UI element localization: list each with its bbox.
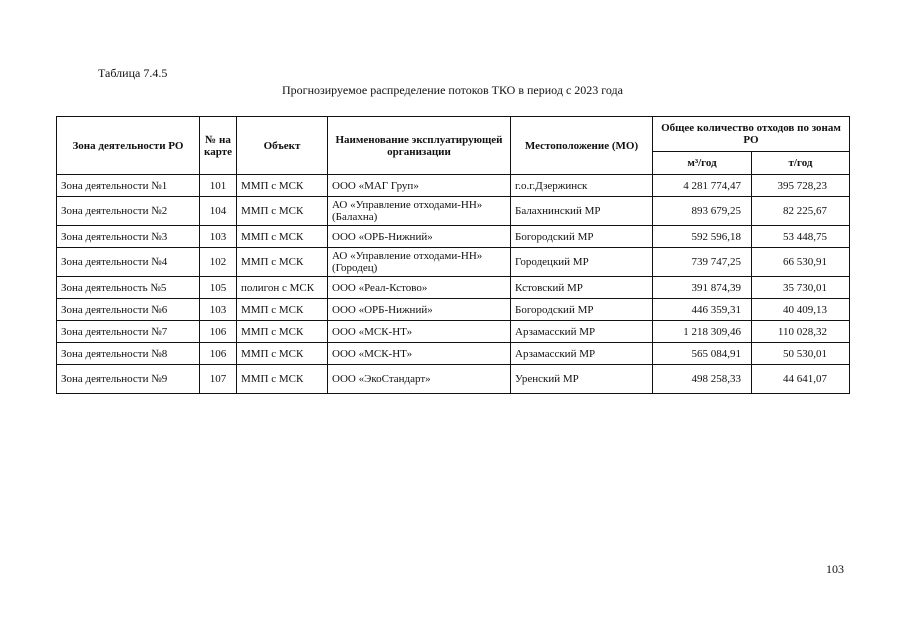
cell-m3: 446 359,31 — [653, 299, 752, 321]
cell-t: 82 225,67 — [752, 197, 850, 226]
cell-organization: ООО «МСК-НТ» — [328, 321, 511, 343]
header-object: Объект — [237, 117, 328, 175]
cell-m3: 565 084,91 — [653, 343, 752, 365]
cell-map-number: 101 — [200, 175, 237, 197]
cell-m3: 739 747,25 — [653, 248, 752, 277]
table-row — [57, 365, 850, 394]
cell-organization: ООО «МАГ Груп» — [328, 175, 511, 197]
cell-m3: 893 679,25 — [653, 197, 752, 226]
cell-location: Богородский МР — [511, 226, 653, 248]
header-map-number: № на карте — [200, 117, 237, 175]
header-t-per-year: т/год — [752, 152, 850, 175]
cell-t: 40 409,13 — [752, 299, 850, 321]
cell-t: 66 530,91 — [752, 248, 850, 277]
header-organization: Наименование эксплуатирующей организации — [328, 117, 511, 175]
cell-zone: Зона деятельности №2 — [57, 197, 200, 226]
header-total-waste: Общее количество отходов по зонам РО — [653, 117, 850, 152]
cell-organization: ООО «МСК-НТ» — [328, 343, 511, 365]
cell-zone: Зона деятельность №5 — [57, 277, 200, 299]
cell-zone: Зона деятельности №7 — [57, 321, 200, 343]
table-row — [57, 197, 850, 226]
cell-map-number: 103 — [200, 299, 237, 321]
cell-organization: ООО «ОРБ-Нижний» — [328, 226, 511, 248]
cell-t: 395 728,23 — [752, 175, 850, 197]
cell-m3: 592 596,18 — [653, 226, 752, 248]
table-row — [57, 299, 850, 321]
cell-location: Арзамасский МР — [511, 321, 653, 343]
cell-organization: АО «Управление отходами-НН» (Городец) — [328, 248, 511, 277]
cell-location: Арзамасский МР — [511, 343, 653, 365]
cell-m3: 391 874,39 — [653, 277, 752, 299]
table-row — [57, 248, 850, 277]
cell-zone: Зона деятельности №6 — [57, 299, 200, 321]
cell-organization: АО «Управление отходами-НН» (Балахна) — [328, 197, 511, 226]
cell-t: 50 530,01 — [752, 343, 850, 365]
cell-object: ММП с МСК — [237, 248, 328, 277]
table-row — [57, 226, 850, 248]
cell-location: г.о.г.Дзержинск — [511, 175, 653, 197]
cell-object: полигон с МСК — [237, 277, 328, 299]
cell-zone: Зона деятельности №9 — [57, 365, 200, 394]
table-row — [57, 343, 850, 365]
header-location: Местоположение (МО) — [511, 117, 653, 175]
cell-m3: 4 281 774,47 — [653, 175, 752, 197]
cell-location: Уренский МР — [511, 365, 653, 394]
cell-t: 110 028,32 — [752, 321, 850, 343]
table-row — [57, 175, 850, 197]
cell-zone: Зона деятельности №4 — [57, 248, 200, 277]
cell-organization: ООО «Реал-Кстово» — [328, 277, 511, 299]
cell-location: Балахнинский МР — [511, 197, 653, 226]
cell-location: Кстовский МР — [511, 277, 653, 299]
cell-object: ММП с МСК — [237, 299, 328, 321]
cell-zone: Зона деятельности №8 — [57, 343, 200, 365]
header-zone: Зона деятельности РО — [57, 117, 200, 175]
cell-t: 53 448,75 — [752, 226, 850, 248]
cell-map-number: 105 — [200, 277, 237, 299]
table-title: Прогнозируемое распределение потоков ТКО в период с 2023 года — [282, 83, 623, 97]
cell-organization: ООО «ЭкоСтандарт» — [328, 365, 511, 394]
cell-m3: 498 258,33 — [653, 365, 752, 394]
table-row — [57, 321, 850, 343]
cell-map-number: 104 — [200, 197, 237, 226]
table-caption: Таблица 7.4.5 — [98, 66, 168, 80]
cell-object: ММП с МСК — [237, 226, 328, 248]
cell-m3: 1 218 309,46 — [653, 321, 752, 343]
waste-flow-table — [56, 116, 850, 394]
cell-map-number: 103 — [200, 226, 237, 248]
cell-t: 35 730,01 — [752, 277, 850, 299]
cell-object: ММП с МСК — [237, 343, 328, 365]
cell-map-number: 106 — [200, 343, 237, 365]
cell-object: ММП с МСК — [237, 365, 328, 394]
cell-organization: ООО «ОРБ-Нижний» — [328, 299, 511, 321]
cell-map-number: 106 — [200, 321, 237, 343]
cell-object: ММП с МСК — [237, 175, 328, 197]
cell-object: ММП с МСК — [237, 197, 328, 226]
cell-location: Городецкий МР — [511, 248, 653, 277]
cell-location: Богородский МР — [511, 299, 653, 321]
cell-map-number: 102 — [200, 248, 237, 277]
table-row — [57, 277, 850, 299]
cell-object: ММП с МСК — [237, 321, 328, 343]
header-m3-per-year: м³/год — [653, 152, 752, 175]
page-number: 103 — [826, 562, 844, 576]
cell-t: 44 641,07 — [752, 365, 850, 394]
cell-zone: Зона деятельности №3 — [57, 226, 200, 248]
cell-zone: Зона деятельности №1 — [57, 175, 200, 197]
cell-map-number: 107 — [200, 365, 237, 394]
